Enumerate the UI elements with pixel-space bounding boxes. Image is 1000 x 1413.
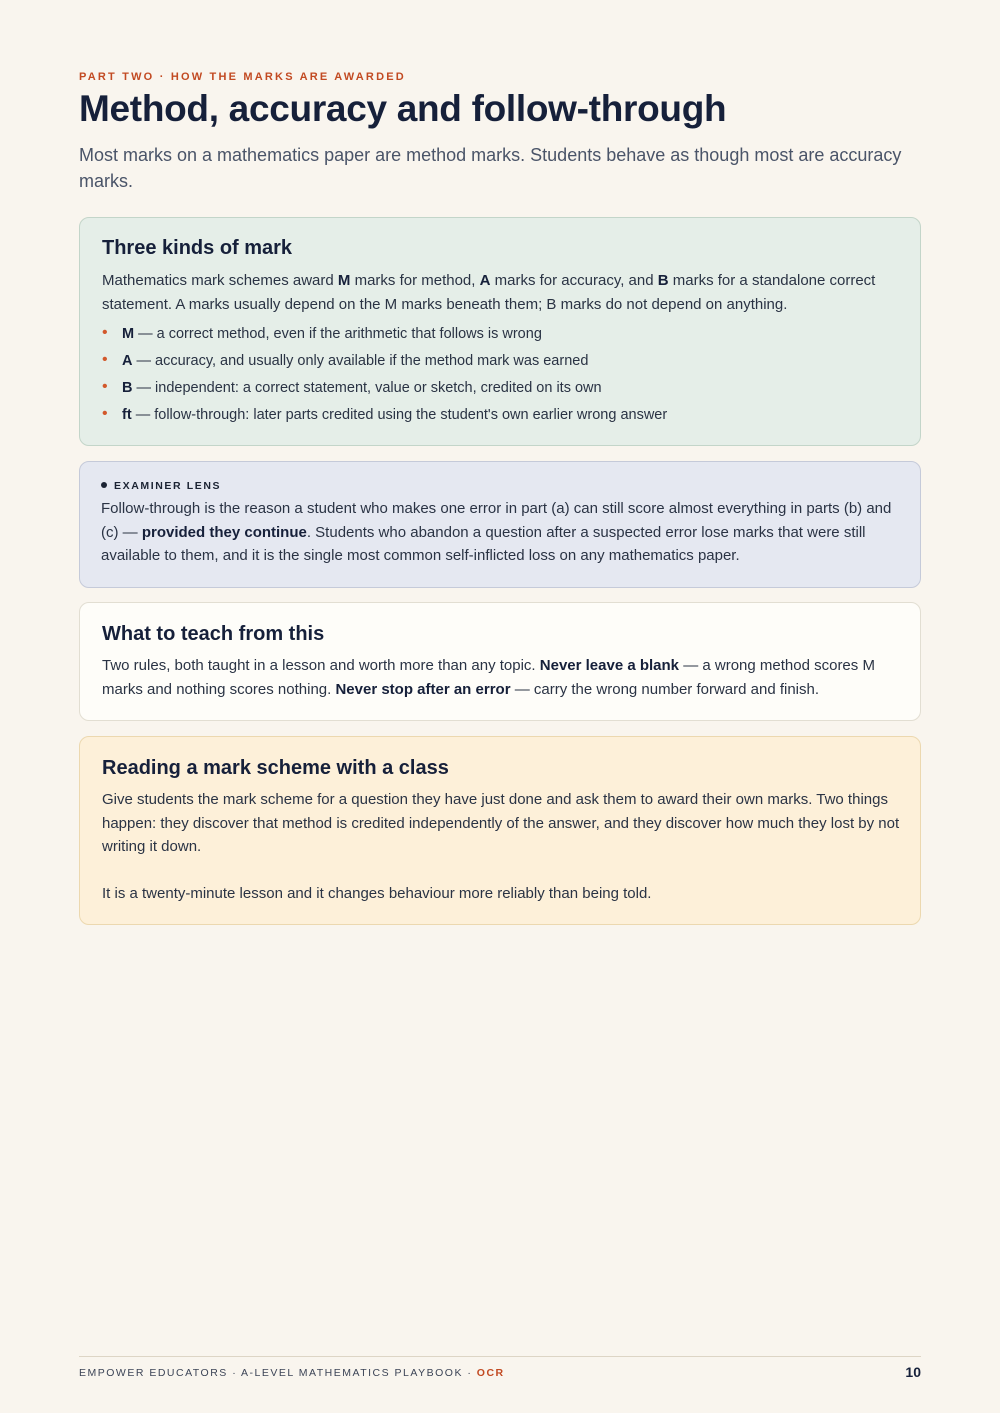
bullet-icon: • <box>102 378 108 395</box>
intro-text: Mathematics mark schemes award <box>102 272 338 289</box>
footer-divider <box>79 1356 921 1357</box>
footer-exam-board: OCR <box>476 1367 505 1379</box>
intro-term-a: A <box>479 272 491 289</box>
intro-term-b: B <box>657 272 669 289</box>
list-item-term: A <box>122 353 133 369</box>
reading-mark-scheme-card <box>79 736 921 925</box>
teach-card-heading: What to teach from this <box>102 623 325 645</box>
teach-rule-1: Never leave a blank <box>539 657 680 674</box>
reading-card-para-1: Give students the mark scheme for a question they have just done and ask them to award their own marks. Two things happen: they discover that method is credited independently of the answer, and they discover how much they lost by not writing it down. <box>102 791 900 855</box>
bullet-icon: • <box>102 351 108 368</box>
intro-text: marks for a standalone correct statement. A marks usually depend on the M marks beneath them; B marks do not depend on anything. <box>102 272 876 313</box>
bullet-icon: • <box>102 324 108 341</box>
lens-emphasis: provided they continue <box>141 523 307 541</box>
examiner-lens-text <box>101 497 906 568</box>
intro-term-m: M <box>337 272 351 289</box>
lens-text: . Students who abandon a question after a suspected error lose marks that were still available to them, and it is the single most common self-inflicted loss on any mathematics paper. <box>101 523 866 564</box>
list-item-text: — a correct method, even if the arithmetic that follows is wrong <box>134 326 542 342</box>
list-item-text: — independent: a correct statement, value or sketch, credited on its own <box>132 380 602 396</box>
mark-types-list <box>102 323 667 431</box>
teach-rule-2: Never stop after an error <box>335 680 511 698</box>
page-title: Method, accuracy and follow-through <box>79 88 727 129</box>
list-item-term: M <box>122 326 135 342</box>
list-item <box>102 404 667 431</box>
teach-text: — a wrong method scores M marks and nothing scores nothing. <box>102 657 875 698</box>
list-item <box>102 350 667 377</box>
list-item-term: B <box>122 380 133 396</box>
intro-text: marks for accuracy, and <box>490 272 658 289</box>
kinds-card-heading: Three kinds of mark <box>102 237 293 259</box>
page-number: 10 <box>905 1364 921 1380</box>
dot-icon <box>101 482 107 488</box>
footer-text <box>79 1367 505 1379</box>
reading-card-para-2: It is a twenty-minute lesson and it changes behaviour more reliably than being told. <box>102 885 652 902</box>
examiner-lens-card <box>79 461 921 588</box>
kinds-card-intro <box>102 269 902 316</box>
list-item <box>102 377 667 404</box>
list-item-text: — accuracy, and usually only available if the method mark was earned <box>132 353 589 369</box>
reading-card-heading: Reading a mark scheme with a class <box>102 757 449 779</box>
kinds-of-mark-card <box>79 217 921 446</box>
intro-text: marks for method, <box>350 272 480 289</box>
lens-text: Follow-through is the reason a student who makes one error in part (a) can still score almost everything in parts (b) and (c) — <box>101 500 892 541</box>
teach-text: Two rules, both taught in a lesson and worth more than any topic. <box>102 657 540 674</box>
section-kicker: PART TWO · HOW THE MARKS ARE AWARDED <box>79 71 406 83</box>
list-item-text: — follow-through: later parts credited using the student's own earlier wrong answer <box>131 407 668 423</box>
page-subtitle: Most marks on a mathematics paper are method marks. Students behave as though most are accuracy marks. <box>79 145 902 191</box>
examiner-lens-label <box>101 480 221 492</box>
list-item <box>102 323 667 350</box>
list-item-term: ft <box>122 407 132 423</box>
teach-card-text <box>102 654 907 701</box>
what-to-teach-card <box>79 602 921 721</box>
bullet-icon: • <box>102 405 108 422</box>
examiner-lens-label-text: EXAMINER LENS <box>114 480 222 492</box>
footer-title: EMPOWER EDUCATORS · A-LEVEL MATHEMATICS PLAYBOOK · <box>79 1367 477 1379</box>
teach-text: — carry the wrong number forward and finish. <box>510 680 820 698</box>
